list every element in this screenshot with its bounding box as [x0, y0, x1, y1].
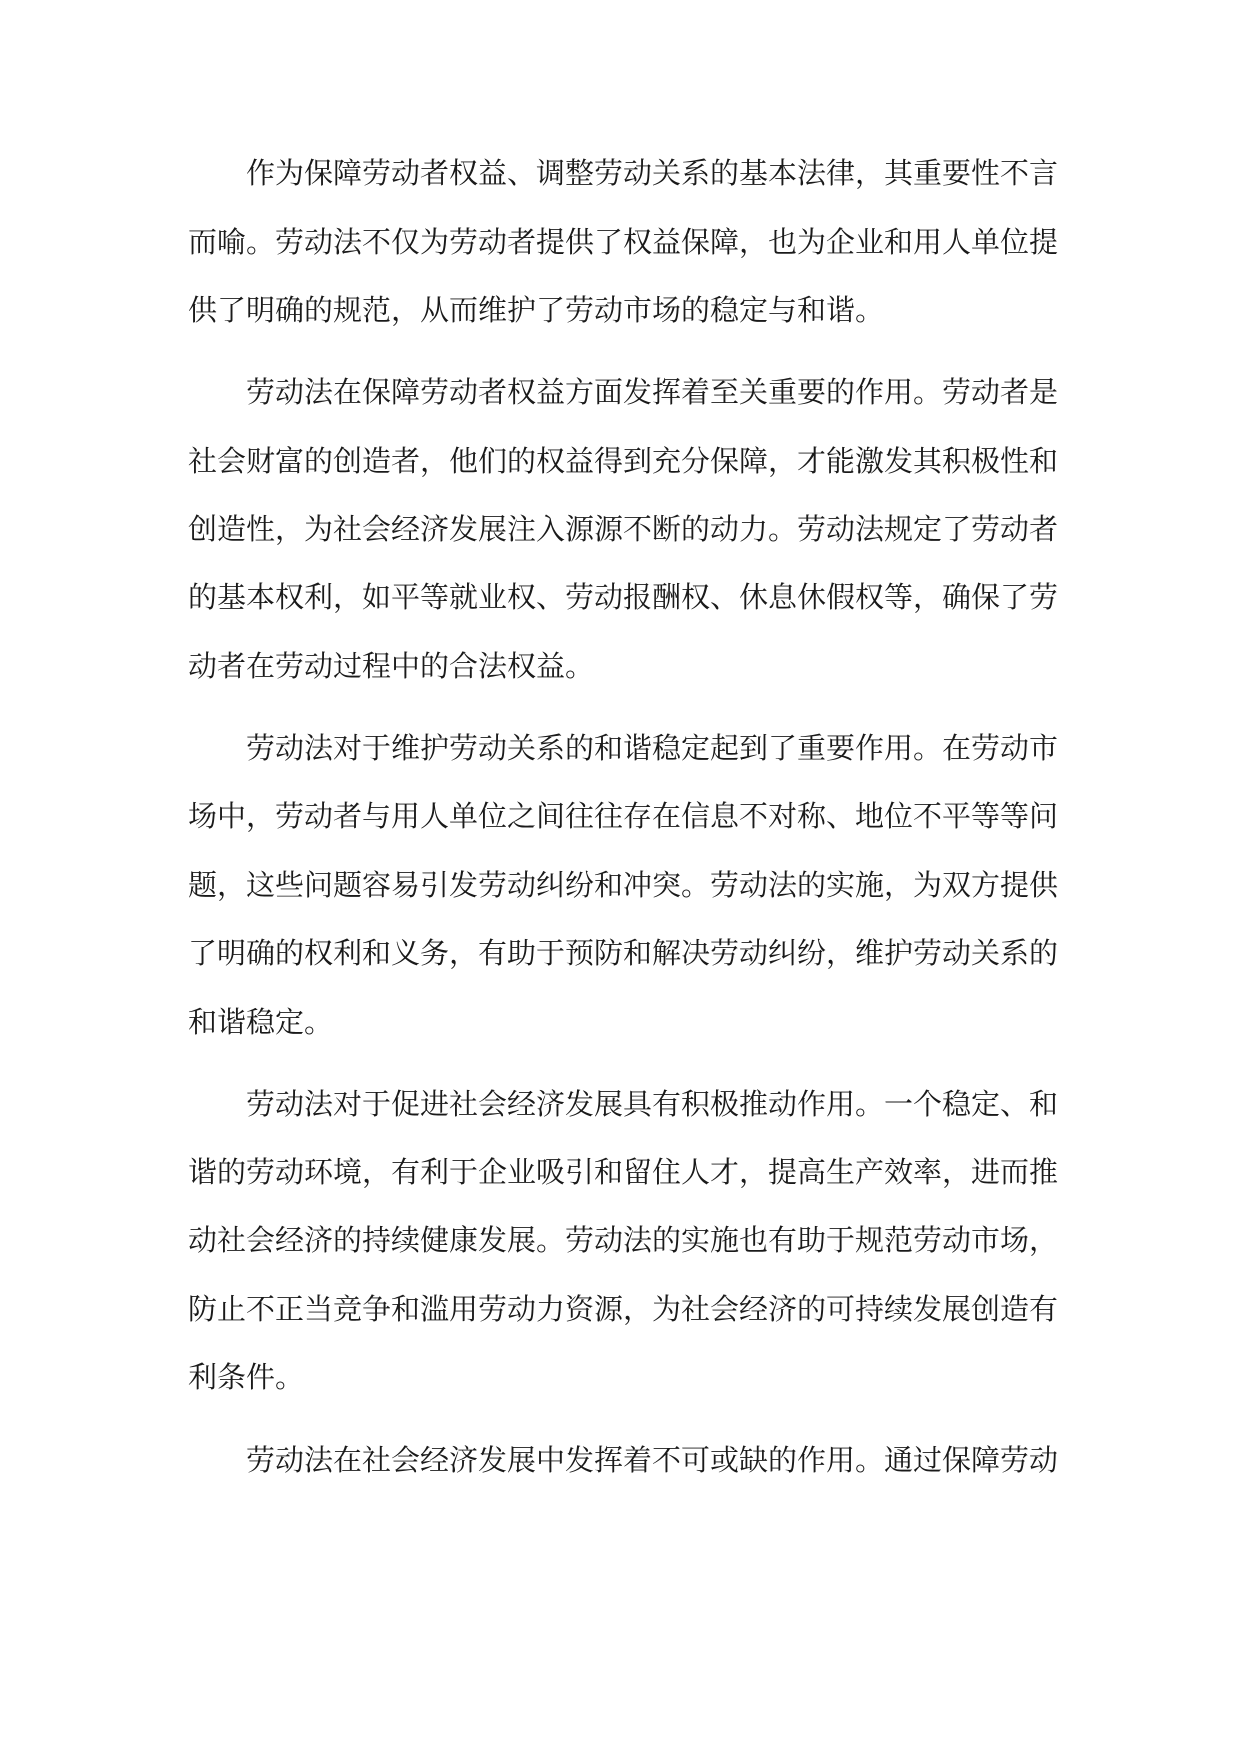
paragraph-3-line-5: 和谐稳定。 [188, 1005, 334, 1039]
paragraph-1-line-2: 而喻。劳动法不仅为劳动者提供了权益保障，也为企业和用人单位提 [188, 225, 1059, 259]
paragraph-2-line-3: 创造性，为社会经济发展注入源源不断的动力。劳动法规定了劳动者 [188, 512, 1059, 546]
paragraph-4-line-4: 防止不正当竞争和滥用劳动力资源，为社会经济的可持续发展创造有 [188, 1292, 1059, 1326]
paragraph-1-line-1: 作为保障劳动者权益、调整劳动关系的基本法律，其重要性不言 [246, 156, 1059, 190]
paragraph-2-line-5: 动者在劳动过程中的合法权益。 [188, 649, 595, 683]
paragraph-2-line-4: 的基本权利，如平等就业权、劳动报酬权、休息休假权等，确保了劳 [188, 580, 1059, 614]
paragraph-3-line-1: 劳动法对于维护劳动关系的和谐稳定起到了重要作用。在劳动市 [246, 731, 1059, 765]
paragraph-3-line-3: 题，这些问题容易引发劳动纠纷和冲突。劳动法的实施，为双方提供 [188, 868, 1059, 902]
paragraph-2-line-1: 劳动法在保障劳动者权益方面发挥着至关重要的作用。劳动者是 [246, 375, 1059, 409]
paragraph-4-line-1: 劳动法对于促进社会经济发展具有积极推动作用。一个稳定、和 [246, 1087, 1059, 1121]
paragraph-4-line-5: 利条件。 [188, 1360, 305, 1394]
paragraph-2-line-2: 社会财富的创造者，他们的权益得到充分保障，才能激发其积极性和 [188, 444, 1059, 478]
paragraph-3-line-4: 了明确的权利和义务，有助于预防和解决劳动纠纷，维护劳动关系的 [188, 936, 1059, 970]
paragraph-5-line-1: 劳动法在社会经济发展中发挥着不可或缺的作用。通过保障劳动 [246, 1443, 1059, 1477]
paragraph-4-line-2: 谐的劳动环境，有利于企业吸引和留住人才，提高生产效率，进而推 [188, 1155, 1059, 1189]
paragraph-1-line-3: 供了明确的规范，从而维护了劳动市场的稳定与和谐。 [188, 293, 885, 327]
paragraph-4-line-3: 动社会经济的持续健康发展。劳动法的实施也有助于规范劳动市场， [188, 1223, 1059, 1257]
paragraph-3-line-2: 场中，劳动者与用人单位之间往往存在信息不对称、地位不平等等问 [188, 799, 1059, 833]
